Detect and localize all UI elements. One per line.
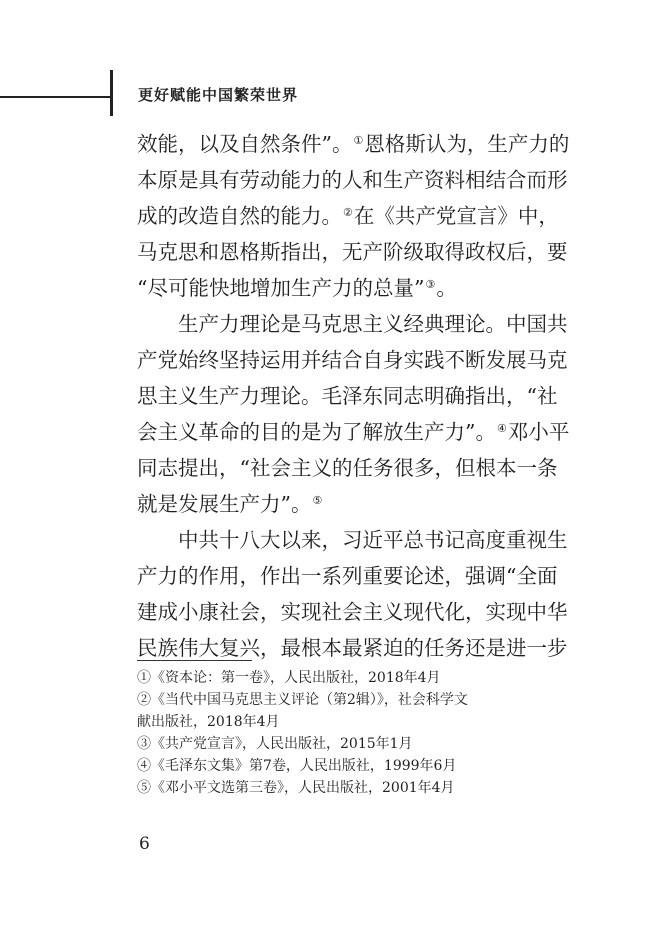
body-text-segment: 思主义生产力理论。毛泽东同志明确指出，“社 xyxy=(137,384,558,408)
footnote-reference: ① xyxy=(353,134,364,147)
footnote-reference: ④ xyxy=(496,422,507,435)
header-rule-vertical xyxy=(110,70,113,116)
body-text-segment: 产党始终坚持运用并结合自身实践不断发展马克 xyxy=(137,348,568,372)
body-line xyxy=(137,594,568,630)
page-number: 6 xyxy=(139,834,150,854)
body-text xyxy=(137,126,570,666)
body-text-segment: 。 xyxy=(436,276,457,300)
body-text-segment: 效能，以及自然条件”。 xyxy=(137,132,353,156)
body-text-segment: 建成小康社会，实现社会主义现代化，实现中华 xyxy=(137,600,568,624)
body-text-segment: “尽可能快地增加生产力的总量” xyxy=(137,276,425,300)
body-text-segment: 本原是具有劳动能力的人和生产资料相结合而形 xyxy=(137,168,568,192)
body-line xyxy=(137,270,537,306)
body-line xyxy=(137,414,570,450)
footnote: ④《毛泽东文集》第7卷，人民出版社，1999年6月 xyxy=(137,758,457,774)
body-text-segment: 生产力理论是马克思主义经典理论。中国共 xyxy=(178,312,568,336)
footnotes xyxy=(137,667,537,799)
body-line xyxy=(137,342,568,378)
body-line xyxy=(137,378,558,414)
body-line xyxy=(137,486,537,522)
body-text-segment: 成的改造自然的能力。 xyxy=(137,204,342,228)
body-text-segment: 产力的作用，作出一系列重要论述，强调“全面 xyxy=(137,564,558,588)
body-text-segment: 民族伟大复兴，最根本最紧迫的任务还是进一步 xyxy=(137,636,568,660)
body-text-segment: 就是发展生产力”。 xyxy=(137,492,312,516)
footnote: ①《资本论：第一卷》，人民出版社，2018年4月 xyxy=(137,670,441,686)
header-rule-horizontal xyxy=(0,96,110,98)
body-line xyxy=(137,162,568,198)
footnote: ②《当代中国马克思主义评论（第2辑）》，社会科学文 xyxy=(137,692,468,708)
body-line xyxy=(137,234,568,270)
body-text-segment: 邓小平 xyxy=(507,420,570,444)
body-line xyxy=(137,558,558,594)
footnote-reference: ② xyxy=(343,206,353,219)
body-line xyxy=(137,450,558,486)
footnote: ⑤《邓小平文选第三卷》，人民出版社，2001年4月 xyxy=(137,780,455,796)
body-text-segment: 会主义革命的目的是为了解放生产力”。 xyxy=(137,420,496,444)
footnote-reference: ⑤ xyxy=(312,494,323,507)
body-text-segment: 恩格斯认为，生产力的 xyxy=(364,132,570,156)
body-line xyxy=(137,198,559,234)
footnote-rule xyxy=(137,660,252,661)
body-line xyxy=(137,306,568,342)
footnote: 献出版社，2018年4月 xyxy=(137,714,280,730)
body-text-segment: 同志提出，“社会主义的任务很多，但根本一条 xyxy=(137,456,558,480)
body-text-segment: 马克思和恩格斯指出，无产阶级取得政权后，要 xyxy=(137,240,568,264)
running-title: 更好赋能中国繁荣世界 xyxy=(138,86,299,104)
body-line xyxy=(137,126,570,162)
body-text-segment: 在《共产党宣言》中， xyxy=(353,204,559,228)
footnote-reference: ③ xyxy=(425,278,436,291)
body-line xyxy=(137,522,568,558)
footnote: ③《共产党宣言》，人民出版社，2015年1月 xyxy=(137,736,413,752)
body-text-segment: 中共十八大以来，习近平总书记高度重视生 xyxy=(178,528,568,552)
